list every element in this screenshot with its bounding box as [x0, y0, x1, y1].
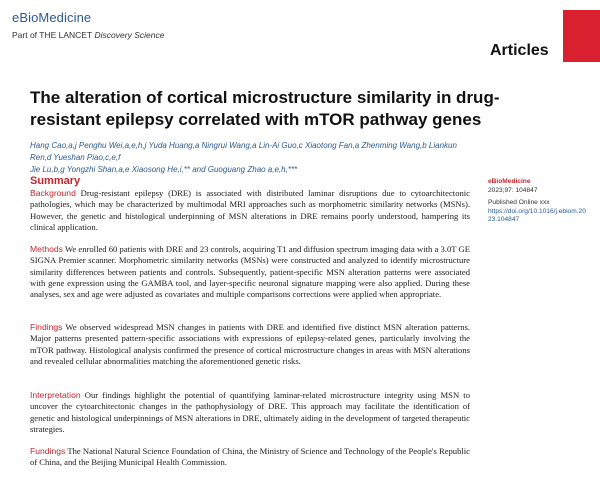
publisher-line	[12, 30, 164, 40]
lancet-brand: THE LANCET	[39, 30, 93, 40]
sidebar-journal: eBioMedicine	[488, 178, 531, 185]
brand-color-bar	[563, 10, 600, 62]
doi-link[interactable]: https://doi.org/10.1016/j.ebiom.2023.104847	[488, 207, 586, 224]
methods-text: We enrolled 60 patients with DRE and 23 controls, acquiring T1 and diffusion spectrum imaging data with a 3.0T GE SIGNA Premier scanner. Morphometric similarity networks (MSNs) were constructed and analyzed to identify microstructure similarity differences between patients and controls. Subsequently, patient-specific MSN alteration patterns were associated with gene expression using the GAMBA tool, and layer-specific neuronal signature mapping were also applied. During these analyses, sex and age were adjusted as covariates and multiple comparisons corrections were applied when appropriate.	[30, 244, 470, 300]
section-label: Articles	[490, 42, 549, 59]
article-metadata-sidebar	[488, 178, 588, 225]
interpretation-label: Interpretation	[30, 390, 81, 400]
author-line-1[interactable]: Hang Cao,a,j Penghu Wei,a,e,h,j Yuda Huang,a Ningrui Wang,a Lin-Ai Guo,c Xiaotong Fan,a Zhenming Wang,b Liankun Ren,d Yueshan Piao,c,e,f	[30, 141, 457, 162]
sidebar-volume: 2023;97: 104847	[488, 186, 538, 194]
sidebar-published: Published Online xxx	[488, 199, 550, 207]
findings-text: We observed widespread MSN changes in patients with DRE and identified five distinct MSN alteration patterns. Major patterns presented pattern-specific associations with expressions of epilepsy-related genes, particularly involving the mTOR pathway. Histological analysis confirmed the presence of cortical microstructure changes in areas with MSN alterations and revealed cellular abnormalities matching the aforementioned genetic risks.	[30, 322, 470, 366]
summary-heading: Summary	[30, 175, 81, 187]
findings-label: Findings	[30, 322, 63, 332]
part-of-prefix: Part of	[12, 30, 40, 40]
journal-name: eBioMedicine	[12, 10, 92, 25]
methods-label: Methods	[30, 244, 63, 254]
interpretation-text: Our findings highlight the potential of quantifying laminar-related microstructure integrity using MSN to uncover the cytoarchitectonic changes in the pathophysiology of DRE. This approach may facilitate the identification of genetic and histological underpinnings of MSN alterations in DRE, ultimately aiding in the development of targeted therapeutic strategies.	[30, 390, 470, 434]
findings-section	[30, 322, 470, 367]
author-list	[30, 140, 470, 176]
article-title: The alteration of cortical microstructure similarity in drug-resistant epilepsy correlated with mTOR pathway genes	[30, 88, 500, 129]
funding-section	[30, 446, 470, 469]
author-line-2[interactable]: Jie Lu,b,g Yongzhi Shan,a,e Xiaosong He,i,** and Guoguang Zhao a,e,h,***	[30, 165, 298, 174]
interpretation-section	[30, 390, 470, 435]
discovery-science: Discovery Science	[92, 30, 165, 40]
background-text: Drug-resistant epilepsy (DRE) is associated with distributed laminar disruptions due to cytoarchitectonic pathologies, which may be characterized by multimodal MRI approaches such as morphometric similarity networks (MSNs). However, the genetic and histological underpinning of MSN alterations in DRE remains poorly understood, hampering its clinical application.	[30, 188, 470, 232]
funding-text: The National Natural Science Foundation of China, the Ministry of Science and Technology of the People's Republic of China, and the Beijing Municipal Health Commission.	[30, 446, 470, 468]
methods-section	[30, 244, 470, 300]
funding-label: Fundings	[30, 446, 66, 456]
background-label: Background	[30, 188, 76, 198]
background-section	[30, 188, 470, 233]
